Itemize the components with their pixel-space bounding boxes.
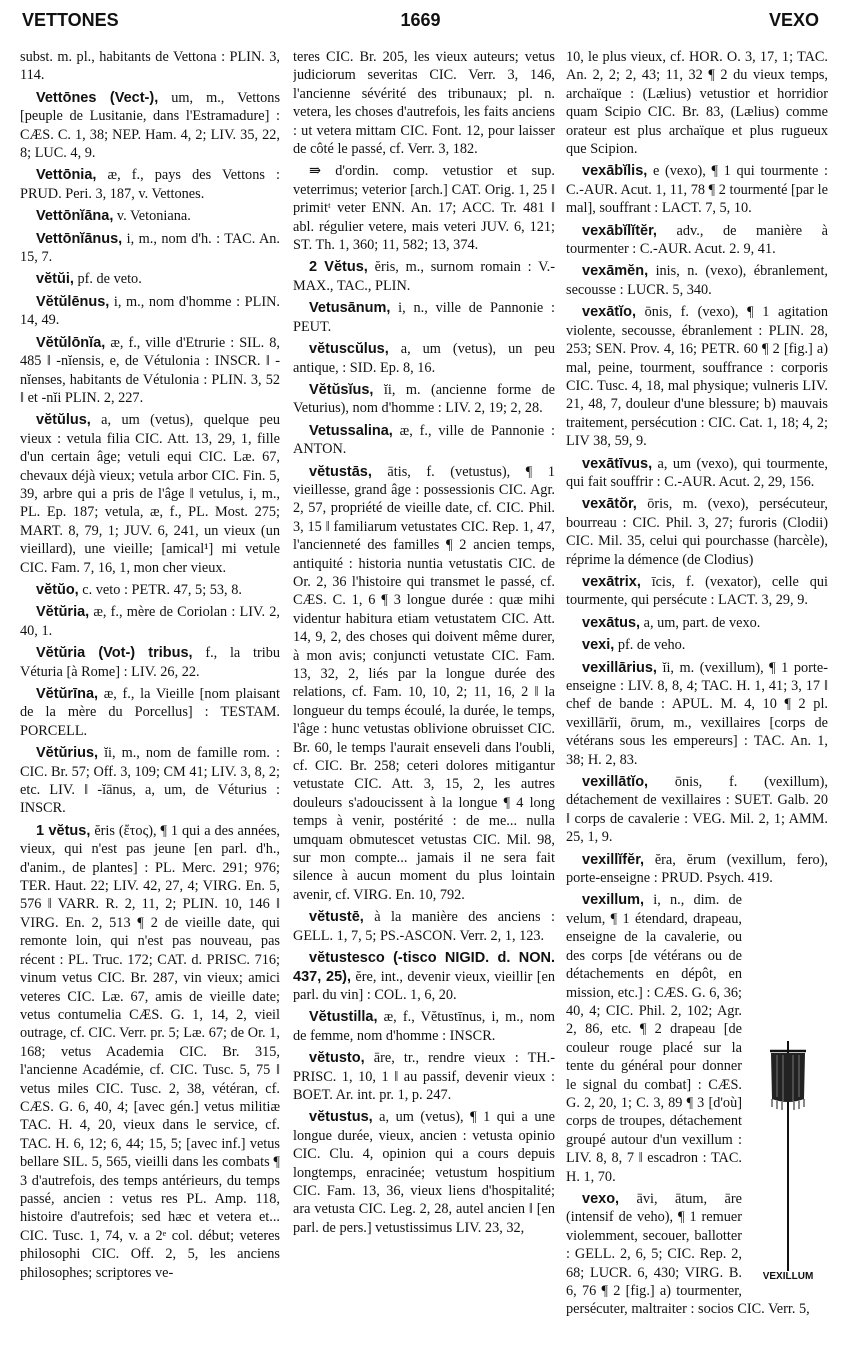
dictionary-entry — [293, 1049, 555, 1104]
entry-definition: āre, tr., rendre vieux : TH.-PRISC. 1, 10, 1 ‖ au passif, devenir vieux : BOET. Ar. int. pr. 1, p. 247. — [293, 1050, 555, 1103]
entry-definition: æ, f., pays des Vettons : PRUD. Peri. 3, 187, v. Vettones. — [20, 167, 280, 202]
dictionary-entry — [20, 334, 280, 408]
entry-headword: Vĕtŭsĭus, — [309, 381, 374, 398]
entry-definition: æ, f., la Vieille [nom plaisant de la mère du Porcellus] : TESTAM. PORCELL. — [20, 686, 280, 739]
entry-headword: Vĕtustilla, — [309, 1009, 378, 1026]
entry-definition: subst. m. pl., habitants de Vettona : PLIN. 3, 114. — [20, 49, 280, 84]
entry-definition: æ, f., ville d'Etrurie : SIL. 8, 485 ‖ -nĭensis, e, de Vétulonia : INSCR. ‖ -nĭenses, habitants de Vétulonia : PLIN. 3, 52 ‖ et -nĭi PLIN. 2, 227. — [20, 334, 280, 406]
entry-headword: Vetussalina, — [309, 422, 393, 439]
dictionary-entry — [20, 744, 280, 818]
dictionary-entry — [293, 299, 555, 336]
entry-headword: vĕtustus, — [309, 1109, 373, 1126]
dictionary-entry — [20, 685, 280, 740]
entry-headword: Vettōnĭānus, — [36, 230, 123, 247]
entry-headword: vexillātĭo, — [582, 774, 649, 791]
dictionary-entry — [566, 773, 828, 847]
entry-headword: vĕtusto, — [309, 1050, 365, 1067]
dictionary-entry — [566, 48, 828, 158]
entry-definition: e (vexo), ¶ 1 qui tourmente : C.-AUR. Acut. 1, 11, 78 ¶ 2 tourmenté [par le mal], souffrant : LACT. 7, 5, 10. — [566, 163, 828, 217]
entry-definition: f., la tribu Véturia [à Rome] : LIV. 26, 22. — [20, 645, 280, 680]
dictionary-entry — [20, 411, 280, 577]
entry-headword: vĕtustās, — [309, 463, 372, 480]
entry-definition: a, um, part. de vexo. — [640, 614, 761, 631]
entry-definition: ĕra, ĕrum (vexillum, fero), porte-enseigne : PRUD. Psych. 419. — [566, 851, 828, 887]
dictionary-entry — [293, 162, 555, 254]
entry-definition: a, um (vexo), qui tourmente, qui fait souffrir : C.-AUR. Acut. 2, 29, 156. — [566, 455, 828, 490]
entry-headword: vexillĭfĕr, — [582, 851, 645, 868]
entry-definition: a, um (vetus), ¶ 1 qui a une longue durée, vieux, ancien : vetusta opinio CIC. Clu. 4, opinion qui a cours depuis longtemps, enracinée; vetustum hospitium CIC. Fam. 13, 36, vieux liens d'hospitalité; ara vetusta CIC. Leg. 2, 28, autel ancien ‖ [en parl. de pers.] vetustissimus LIV. 23, 32, — [293, 1109, 555, 1236]
dictionary-entry — [20, 822, 280, 1282]
vexillum-figure — [748, 1041, 828, 1283]
vexillum-icon — [765, 1041, 811, 1271]
dictionary-entry — [293, 381, 555, 418]
entry-definition: æ, f., ville de Pannonie : ANTON. — [293, 422, 555, 458]
entry-definition: adv., de manière à tourmenter : C.-AUR. Acut. 2. 9, 41. — [566, 222, 828, 258]
page-header — [22, 10, 819, 38]
entry-definition: ōris, m. (vexo), persécuteur, bourreau : CIC. Phil. 3, 27; furoris (Clodii) CIC. Mil. 35, celui qui pourchasse (harcèle), réprime la démence (de Clodius) — [566, 496, 828, 568]
dictionary-entry — [20, 581, 280, 599]
entry-definition: teres CIC. Br. 205, les vieux auteurs; vetus judiciorum severitas CIC. Verr. 3, 146, l'ancienne sévérité des tribunaux; pl. n. vetera, les choses d'autrefois, les faits anciens : ut vetera mittam CIC. Font. 12, pour laisser de côté le passé, cf. Verr. 3, 182. — [293, 49, 555, 158]
entry-headword: vĕtŭo, — [36, 581, 79, 598]
entry-definition: ĭi, m., nom de famille rom. : CIC. Br. 57; Off. 3, 109; CM 41; LIV. 3, 8, 2; etc. LIV. ‖ -ĭānus, a, um, de Véturius : INSCR. — [20, 745, 280, 817]
dictionary-entry — [20, 166, 280, 203]
entry-headword: vexo, — [582, 1190, 620, 1207]
dictionary-entry — [293, 258, 555, 295]
entry-definition: pf. de veho. — [614, 637, 686, 654]
entry-headword: vexābĭlis, — [582, 163, 648, 180]
entry-definition: inis, n. (vexo), ébranlement, secousse : LUCR. 5, 340. — [566, 263, 828, 298]
entry-definition: ōnis, f. (vexo), ¶ 1 agitation violente, secousse, ébranlement : PLIN. 28, 253; SEN. Prov. 4, 16; PETR. 60 ¶ 2 [fig.] a) mal, peine, tourment, souffrance : corporis CIC. Tusc. 4, 18, mal physique; vulneris LIV. 21, 48, 7, douleur d'une blessure; b) mauvais traitement, persécution : CIC. Cat. 1, 18; 4, 2; LIV 38, 59, 9. — [566, 304, 828, 450]
entry-definition: ĭi, m. (ancienne forme de Veturius), nom d'homme : LIV. 2, 19; 2, 28. — [293, 381, 555, 417]
entry-headword: Vettōnĭāna, — [36, 208, 114, 225]
entry-headword: 1 vĕtus, — [36, 822, 91, 839]
entry-headword: vĕtuscŭlus, — [309, 341, 389, 358]
dictionary-entry — [20, 603, 280, 640]
entry-definition: æ, f., mère de Coriolan : LIV. 2, 40, 1. — [20, 604, 280, 639]
dictionary-entry — [566, 573, 828, 610]
entry-definition: pf. de veto. — [73, 271, 142, 288]
dictionary-entry — [566, 222, 828, 259]
entry-definition: ĭi, m. (vexillum), ¶ 1 porte-enseigne : LIV. 8, 8, 4; TAC. H. 1, 41; 3, 17 ‖ chef de bande : APUL. M. 4, 10 ¶ 2 pl. vexillārĭi, ōrum, m., vexillaires [corps de vétérans sous les empereurs] : TAC. An. 1, 38; H. 2, 83. — [566, 659, 828, 768]
entry-definition: i, m., nom d'h. : TAC. An. 15, 7. — [20, 230, 280, 266]
dictionary-entry — [566, 851, 828, 888]
column-left — [20, 48, 280, 1338]
entry-definition: à la manière des anciens : GELL. 1, 7, 5; PS.-ASCON. Verr. 2, 1, 123. — [293, 909, 555, 944]
entry-headword: Vĕtŭria, — [36, 604, 90, 621]
entry-definition: ĕre, int., devenir vieux, vieillir [en parl. du vin] : COL. 1, 6, 20. — [293, 968, 555, 1003]
dictionary-entry — [20, 207, 280, 225]
entry-headword: vexāmĕn, — [582, 263, 649, 280]
entry-headword: vĕtŭi, — [36, 271, 74, 288]
entry-headword: vĕtustē, — [309, 909, 364, 926]
entry-definition: ātis, f. (vetustus), ¶ 1 vieillesse, grand âge : possessionis CIC. Agr. 2, 57, propriété de vieille date, cf. CIC. Phil. 3, 15 ‖ familiarum vetustates CIC. Rep. 1, 47, l'ancienneté des familles ¶ 2 ancien temps, antiquité : historia nuntia vetustatis CIC. de Or. 2, 36 l'histoire qui transmet le passé, cf. CÆS. C. 1, 6 ¶ 3 longue durée : quæ mihi videntur habitura etiam vetustatem CIC. Att. 14, 9, 2, des choses qui doivent même durer, à mon avis; conjuncti vetustate CIC. Fam. 13, 32, 2, liés par la longue durée des relations, cf. Fam. 10, 10, 2; 11, 16, 2 ‖ la longueur du temps écoulé, la durée, le temps, l'âge : hunc vetustas oblivione obruisset CIC. Br. 60, le temps l'aurait enseveli dans l'oubli, cf. CIC. Br. 258; ceteri dolores mitigantur vetustate CIC. Att. 3, 15, 2, les autres douleurs s'adoucissent à la longue ¶ 4 long temps à venir, postérité : de me... nulla umquam obmutescet vetustas CIC. Mil. 98, sur mon compte... jamais il ne sera fait silence à aucun moment du plus lointain avenir, cf. VIRG. En. 10, 792. — [293, 463, 555, 903]
entry-headword: vexātrix, — [582, 573, 641, 590]
dictionary-entry — [20, 270, 280, 288]
entry-definition: 10, le plus vieux, cf. HOR. O. 3, 17, 1; TAC. An. 2, 2; 2, 43; 11, 32 ¶ 2 du vieux temps, archaïque : (Lælius) vetustior et horridior quam Scipio CIC. Br. 83, (Lælius) comme orateur est plus archaïque et plus rugueux que Scipion. — [566, 49, 828, 158]
entry-headword: Vĕtŭlōnĭa, — [36, 334, 106, 351]
entry-headword: Vettōnes (Vect-), — [36, 89, 159, 106]
entry-headword: Vĕtŭria (Vot-) tribus, — [36, 645, 193, 662]
dictionary-entry — [566, 162, 828, 217]
dictionary-entry — [566, 659, 828, 769]
entry-definition: ĕris (ἔτος), ¶ 1 qui a des années, vieux, qui n'est pas jeune [en parl. d'h., d'anim., de plantes] : PL. Merc. 291; 976; TER. Haut. 22; LIV. 42, 27, 4; VIRG. En. 5, 576 ‖ VARR. R. 2, 11, 2; PLIN. 10, 146 ‖ VIRG. En. 2, 513 ¶ 2 de vieille date, qui remonte loin, qui n'est pas nouveau, pas récent : PL. Truc. 172; CAT. d. PRISC. 716; vinum vetus CIC. Br. 287, vin vieux; amici veteres CIC. Læ. 67, amis de vieille date; vetus contumelia CÆS. G. 1, 14, 2, vieil outrage, cf. CIC. Verr. pr. 5; Læ. 67; de Or. 1, 168; vetus Academia CIC. Br. 315, l'ancienne Académie, cf. CIC. Tusc. 5, 75 ‖ vetus miles CIC. Tusc. 2, 38, vétéran, cf. CÆS. G. 6, 40, 4; [avec gén.] vetus militiæ TAC. H. 4, 20, vieux dans le service, cf. TAC. H. 6, 12; 6, 44; 15, 5; [avec inf.] vetus bellare SIL. 5, 565, vieilli dans les combats ¶ 3 d'autrefois, des temps antérieurs, du temps passé, ancien : vetus res PL. Amp. 118, histoire d'autrefois; sed hæc et vetera et... CIC. Tusc. 1, 74, v. a 2ᵉ col. début; veteres philosophi CIC. Off. 2, 5, les anciens philosophes; scriptores ve- — [20, 822, 280, 1281]
dictionary-entry — [566, 614, 828, 632]
column-middle — [293, 48, 555, 1338]
entry-definition: īcis, f. (vexator), celle qui tourmente, qui persécute : LACT. 3, 29, 9. — [566, 573, 828, 609]
dictionary-entry — [566, 495, 828, 569]
entry-headword: 2 Vĕtus, — [309, 259, 368, 276]
entry-definition: um, m., Vettons [peuple de Lusitanie, dans l'Estramadure] : CÆS. C. 1, 38; NEP. Ham. 4, 2; LIV. 35, 22, 8; LUC. 4, 9. — [20, 89, 280, 162]
entry-definition: v. Vetoniana. — [113, 208, 191, 225]
entry-definition: ĕris, m., surnom romain : V.-MAX., TAC., PLIN. — [293, 259, 555, 294]
header-left-guideword: VETTONES — [22, 10, 119, 30]
dictionary-entry — [293, 1108, 555, 1237]
dictionary-entry — [20, 644, 280, 681]
header-right-guideword: VEXO — [768, 10, 819, 30]
entry-definition: āvi, ātum, āre (intensif de veho), ¶ 1 remuer violemment, secouer, ballotter : GELL. 2, 6, 5; CIC. Rep. 2, 68; LUCR. 6, 430; VIRG. B. 6, 76 ¶ 2 [fig.] a) tourmenter, persécuter, maltraiter : socios CIC. Verr. 5, — [566, 1190, 810, 1318]
figure-caption: VEXILLUM — [762, 1271, 814, 1283]
entry-definition: ⇛ d'ordin. comp. vetustior et sup. veterrimus; veterior [arch.] CAT. Orig. 1, 25 ‖ primitᵗ veter ENN. An. 17; ACC. Tr. 481 ‖ abl. régulier vetere, mais veteri JUV. 6, 121; ST. Th. 1, 360; 11, 582; 13, 374. — [293, 163, 555, 254]
entry-headword: vĕtustesco (-tisco NIGID. d. NON. 437, 25), — [293, 950, 555, 985]
dictionary-entry — [20, 89, 280, 163]
dictionary-entry — [293, 908, 555, 945]
dictionary-entry — [293, 949, 555, 1004]
entry-headword: Vettōnia, — [36, 167, 97, 184]
entry-headword: vĕtŭlus, — [36, 412, 91, 429]
page-number: 1669 — [400, 10, 441, 30]
entry-headword: Vĕtŭlēnus, — [36, 293, 110, 310]
entry-headword: vexātīvus, — [582, 455, 653, 472]
entry-definition: i, n., dim. de velum, ¶ 1 étendard, drapeau, enseigne de la cavalerie, ou des corps [de vétérans ou de détachements en dépôt, en mission, etc.] : CÆS. G. 6, 36; 40, 4; CIC. Phil. 2, 102; Agr. 2, 86, etc. ¶ 2 drapeau [de couleur rouge placé sur la tente du général pour donner le signal du combat] : CÆS. G. 2, 20, 1; C. 3, 89 ¶ 3 [d'où] corps de troupes, détachement groupé autour d'un vexillum : LIV. 8, 8, 7 ‖ escadron : TAC. H. 1, 70. — [566, 892, 742, 1185]
entry-headword: vexātŏr, — [582, 496, 637, 513]
entry-headword: vexi, — [582, 637, 615, 654]
dictionary-entry — [293, 1008, 555, 1045]
entry-headword: Vĕtŭrius, — [36, 745, 99, 762]
entry-definition: i, m., nom d'homme : PLIN. 14, 49. — [20, 293, 280, 329]
entry-headword: vexātĭo, — [582, 304, 636, 321]
dictionary-entry — [293, 463, 555, 905]
dictionary-entry — [293, 340, 555, 377]
entry-headword: vexillārius, — [582, 659, 657, 676]
entry-definition: æ, f., Vĕtustīnus, i, m., nom de femme, nom d'homme : INSCR. — [293, 1009, 555, 1044]
dictionary-entry — [566, 636, 828, 654]
column-right — [566, 48, 828, 1338]
dictionary-entry — [566, 262, 828, 299]
dictionary-entry — [566, 303, 828, 450]
entry-headword: Vĕtŭrīna, — [36, 686, 99, 702]
entry-definition: ōnis, f. (vexillum), détachement de vexillaires : SUET. Galb. 20 ‖ corps de cavalerie : VEG. Mil. 2, 1; AMM. 25, 1, 9. — [566, 774, 828, 846]
dictionary-entry — [293, 48, 555, 158]
entry-definition: c. veto : PETR. 47, 5; 53, 8. — [78, 581, 242, 598]
entry-headword: Vetusānum, — [309, 300, 391, 317]
entry-definition: a, um (vetus), un peu antique, : SID. Ep. 8, 16. — [293, 341, 555, 376]
dictionary-entry — [20, 48, 280, 85]
entry-definition: a, um (vetus), quelque peu vieux : vetula filia CIC. Att. 13, 29, 1, fille d'un certain âge; vetuli equi CIC. Læ. 67, chevaux déjà vieux; vetula arbor CIC. Fin. 5, 39, arbre qui a pris de l'âge ‖ vetulus, i, m., PL. Ep. 187; vetula, æ, f., PL. Most. 275; MART. 8, 79, 1; JUV. 6, 241, un vieux (un vieillard), une vieille; [amical¹] mi vetule CIC. Fam. 7, 16, 1, mon cher vieux. — [20, 412, 280, 576]
entry-definition: i, n., ville de Pannonie : PEUT. — [293, 300, 555, 335]
entry-headword: vexillum, — [582, 892, 645, 909]
dictionary-entry — [20, 293, 280, 330]
entry-headword: vexābĭlĭtĕr, — [582, 222, 657, 239]
dictionary-entry — [293, 422, 555, 459]
dictionary-entry — [20, 230, 280, 267]
dictionary-entry — [566, 455, 828, 492]
entry-headword: vexātus, — [582, 614, 641, 631]
